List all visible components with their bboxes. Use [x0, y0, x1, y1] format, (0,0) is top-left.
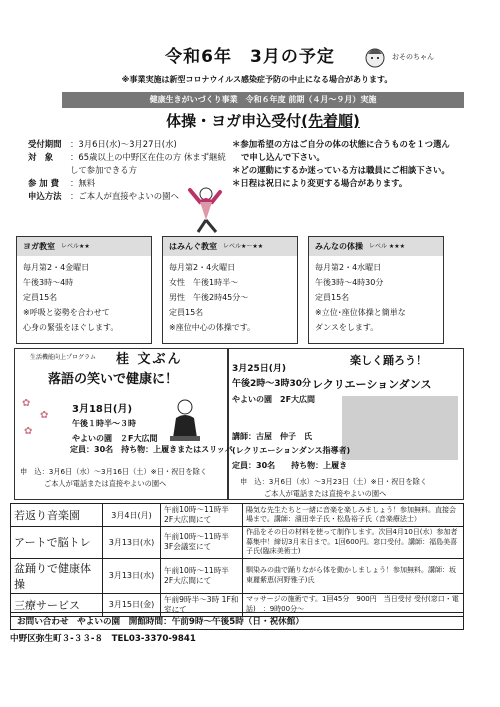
card-line: 女性 午後1時半～ [169, 278, 239, 287]
mascot-icon [364, 44, 386, 68]
dance-title: 楽しく踊ろう！ [350, 354, 427, 367]
info-row [28, 151, 228, 177]
rakugo-performer-icon [168, 398, 202, 442]
covid-notice: ※事業実施は新型コロナウイルス感染症予防の中止になる場合があります。 [121, 75, 393, 84]
rakugo-place: やよいの園 ２F大広間 [72, 434, 158, 443]
rakugo-time: 午後１時半～３時 [72, 419, 136, 428]
rakugo-apply-line2: ご本人が電話または直接やよいの園へ [44, 479, 167, 488]
card-line: 心身の緊張をほぐします。 [23, 323, 119, 332]
rakugo-apply [20, 466, 207, 490]
flower-icon: ✿ [40, 410, 49, 421]
event-description: 馴染みの曲で踊りながら体を動かしましょう！参加無料。講師：坂東麗紫恵(河野雅子)氏 [243, 558, 464, 593]
card-title: はみんぐ教室 [169, 242, 217, 251]
event-description: 作品をその日の材料を使って制作します。次回4月10日(水）参加者募集中！締切3月末日まで。1回600円。窓口受付。講師：福島美喜子氏(臨床美術士) [243, 527, 464, 559]
dance-place: やよいの園 2F大広間 [232, 395, 316, 404]
rakugo-capacity: 定員：30名 持ち物：上履きまたはスリッパ [70, 445, 233, 454]
event-date: 3月15日(金) [103, 593, 161, 616]
table-row [11, 504, 464, 527]
rakugo-apply-line1: 申 込：3月6日（水）～3月16日（土）※日・祝日を除く [20, 467, 208, 476]
rakugo-program-label: 生活機能向上プログラム [30, 354, 96, 361]
info-value: ：65歳以上の中野区在住の方 休まず継続して参加できる方 [70, 152, 226, 175]
card-line: 男性 午後2時45分～ [169, 293, 249, 302]
dance-capacity: 定員：30名 持ち物：上履き [232, 461, 348, 470]
dance-time: 午後2時～3時30分 [232, 379, 312, 389]
card-title: みんなの体操 [315, 242, 363, 251]
event-date: 3月4日(月) [103, 504, 161, 527]
rakugo-performer-name: 桂 文ぶん [116, 352, 183, 367]
card-line: 午後3時～4時 [23, 278, 74, 287]
schedule-table [10, 503, 464, 617]
dance-apply-line2: ご本人が電話または直接やよいの園へ [264, 489, 387, 498]
card-line: ※呼吸と姿勢を合わせて [23, 308, 110, 317]
info-key: 申込方法 [28, 191, 62, 201]
yoga-class-card [16, 236, 152, 344]
info-value: ：無料 [70, 178, 96, 188]
rakugo-date: 3月18日(月) [72, 404, 133, 415]
program-bar: 健康生きがいづくり事業 令和６年度 前期（４月～９月）実施 [62, 92, 464, 108]
event-name: 盆踊りで健康体操 [11, 558, 103, 593]
dance-subtitle: レクリエーションダンス [312, 378, 432, 391]
page-title: 令和6年 3月の予定 [165, 47, 335, 67]
note-item: ＊日程は祝日により変更する場合があります。 [232, 178, 408, 188]
card-line: 午後3時～4時30分 [315, 278, 384, 287]
dance-instructor [232, 430, 350, 458]
dance-apply [240, 476, 427, 500]
table-row [11, 527, 464, 559]
event-time: 午前9時半～3時 1F和室にて [161, 593, 243, 616]
info-key: 受付期間 [28, 139, 62, 149]
program-title-paren: (先着順) [301, 112, 360, 130]
table-row [11, 558, 464, 593]
note-item: ＊どの運動にするか迷っている方は職員にご相談下さい。 [232, 165, 450, 175]
card-header [309, 237, 443, 256]
dance-photo [342, 396, 458, 460]
info-value: ：3月6日(水)～3月27日(水) [70, 139, 177, 149]
card-line: 定員15名 [23, 293, 58, 302]
program-title [62, 110, 464, 131]
event-time: 午前10時～11時半 2F大広間にて [161, 504, 243, 527]
card-line: 毎月第2・4水曜日 [315, 263, 382, 272]
info-key: 参 加 費 [28, 178, 59, 188]
flower-icon: ✿ [22, 398, 31, 409]
card-line: 毎月第2・4金曜日 [23, 263, 90, 272]
event-date: 3月13日(水) [103, 527, 161, 559]
card-line: 定員15名 [169, 308, 204, 317]
card-line: ※座位中心の体操です。 [169, 323, 256, 332]
dance-apply-line1: 申 込：3月6日（水）～3月23日（土）※日・祝日を除く [240, 477, 428, 486]
card-level: レベル ★★★ [369, 243, 406, 250]
event-name: アートで脳トレ [11, 527, 103, 559]
event-description: 陽気な先生たちと一緒に音楽を楽しみましょう！参加無料。直接会場まで。講師：濱田幸子氏・松島裕子氏（音楽療法士） [243, 504, 464, 527]
event-description: マッサージの施術です。1回45分 900円 当日受付 受付(窓口・電話) ：9時00分～ [243, 593, 464, 616]
rakugo-catchphrase: 落語の笑いで健康に！ [48, 372, 179, 387]
address: 中野区弥生町３-３３-８ TEL03-3370-9841 [10, 634, 196, 644]
program-notes [232, 138, 457, 190]
card-level: レベル★★ [61, 243, 90, 250]
card-title: ヨガ教室 [23, 242, 55, 251]
event-name: 若返り音楽園 [11, 504, 103, 527]
minna-class-card [308, 236, 444, 344]
flower-icon: ✿ [24, 426, 33, 437]
note-item: ＊参加希望の方はご自分の体の状態に合うものを１つ選んで申し込んで下さい。 [232, 139, 450, 162]
card-header [163, 237, 297, 256]
event-time: 午前10時～11時半 3F会議室にて [161, 527, 243, 559]
info-key: 対 象 [28, 152, 54, 162]
card-line: 毎月第2・4火曜日 [169, 263, 236, 272]
dance-instructor-name: 講師：古屋 仲子 氏 [232, 432, 312, 441]
program-title-main: 体操・ヨガ申込受付 [166, 112, 302, 130]
mascot-label: おそのちゃん [392, 53, 434, 61]
dance-instructor-role: (レクリエーションダンス指導者) [232, 446, 351, 455]
card-line: ※立位･座位体操と簡単な [315, 308, 406, 317]
info-value: ：ご本人が直接やよいの園へ [70, 191, 179, 201]
contact-info: お問い合わせ やよいの園 開館時間：午前9時～午後5時（日・祝休館） [10, 612, 464, 630]
info-row [28, 138, 228, 151]
card-line: ダンスをします。 [315, 323, 379, 332]
card-header [17, 237, 151, 256]
card-level: レベル★～★★ [223, 243, 264, 250]
humming-class-card [162, 236, 298, 344]
yoga-figure-icon [182, 186, 224, 234]
dance-schedule [232, 362, 315, 407]
event-name: 三療サービス [11, 593, 103, 616]
rakugo-detail [72, 416, 157, 446]
event-date: 3月13日(水) [103, 558, 161, 593]
card-line: 定員15名 [315, 293, 350, 302]
event-time: 午前10時～11時半 2F大広間にて [161, 558, 243, 593]
dance-date: 3月25日(月) [232, 364, 287, 374]
